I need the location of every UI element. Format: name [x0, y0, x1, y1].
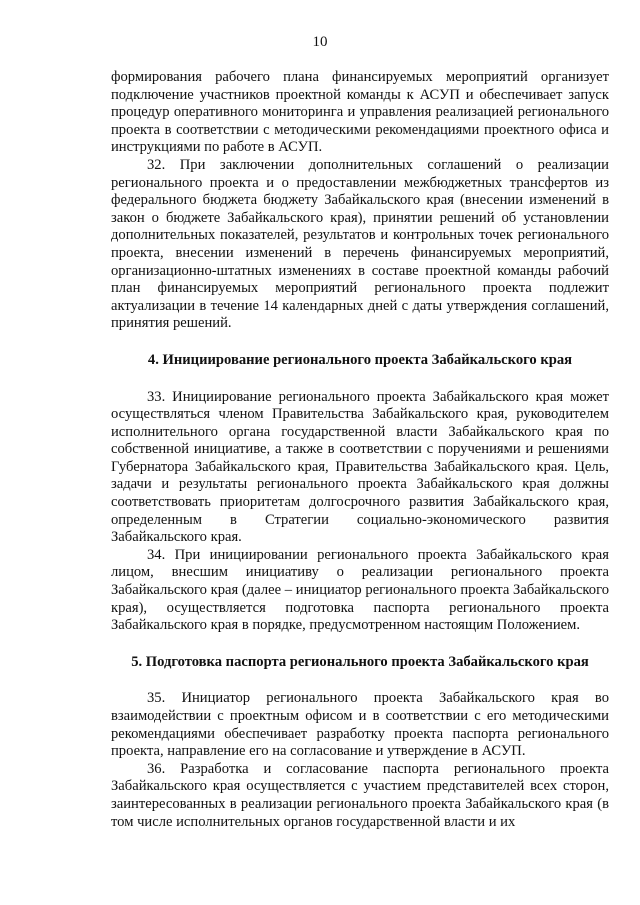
paragraph-36: 36. Разработка и согласование паспорта регионального проекта Забайкальского края осуществляется с участием представителей всех сторон, заинтересованных в реализации регионального проекта Забайкальского края (в том числе исполнительных органов государственной власти и их	[111, 760, 609, 830]
paragraph-33: 33. Инициирование регионального проекта Забайкальского края может осуществляться членом Правительства Забайкальского края, руководителем исполнительного органа государственной власти Забайкальского края по собственной инициативе, а также в соответствии с поручениями и решениями Губернатора Забайкальского края, Правительства Забайкальского края. Цель, задачи и результаты регионального проекта Забайкальского края должны соответствовать приоритетам долгосрочного развития Забайкальского края, определенным в Стратегии социально-экономического развития Забайкальского края.	[111, 388, 609, 546]
paragraph-32: 32. При заключении дополнительных соглашений о реализации регионального проекта и о предоставлении межбюджетных трансфертов из федерального бюджета бюджету Забайкальского края (внесении изменений в закон о бюджете Забайкальского края), принятии решений об установлении дополнительных показателей, результатов и контрольных точек регионального проекта, внесении изменений в перечень финансируемых мероприятий, организационно-штатных изменениях в составе проектной команды рабочий план финансируемых мероприятий регионального проекта подлежит актуализации в течение 14 календарных дней с даты утверждения соглашений, принятия решений.	[111, 156, 609, 332]
paragraph-35: 35. Инициатор регионального проекта Забайкальского края во взаимодействии с проектным офисом и в соответствии с его методическими рекомендациями обеспечивает разработку проекта паспорта регионального проекта, направление его на согласование и утверждение в АСУП.	[111, 690, 609, 760]
section-5-heading: 5. Подготовка паспорта регионального проекта Забайкальского края	[131, 653, 589, 670]
page-content	[111, 69, 609, 831]
paragraph-34: 34. При инициировании регионального проекта Забайкальского края лицом, внесшим инициативу о реализации регионального проекта Забайкальского края (далее – инициатор регионального проекта Забайкальского края), осуществляется подготовка паспорта регионального проекта Забайкальского края в порядке, предусмотренном настоящим Положением.	[111, 546, 609, 634]
section-4-heading: 4. Инициирование регионального проекта Забайкальского края	[147, 351, 573, 368]
paragraph-continuation: формирования рабочего плана финансируемых мероприятий организует подключение участников проектной команды к АСУП и обеспечивает запуск процедур оперативного мониторинга и управления реализацией регионального проекта в соответствии с методическими рекомендациями проектного офиса и инструкциями по работе в АСУП.	[111, 69, 609, 156]
page-number: 10	[312, 34, 328, 50]
